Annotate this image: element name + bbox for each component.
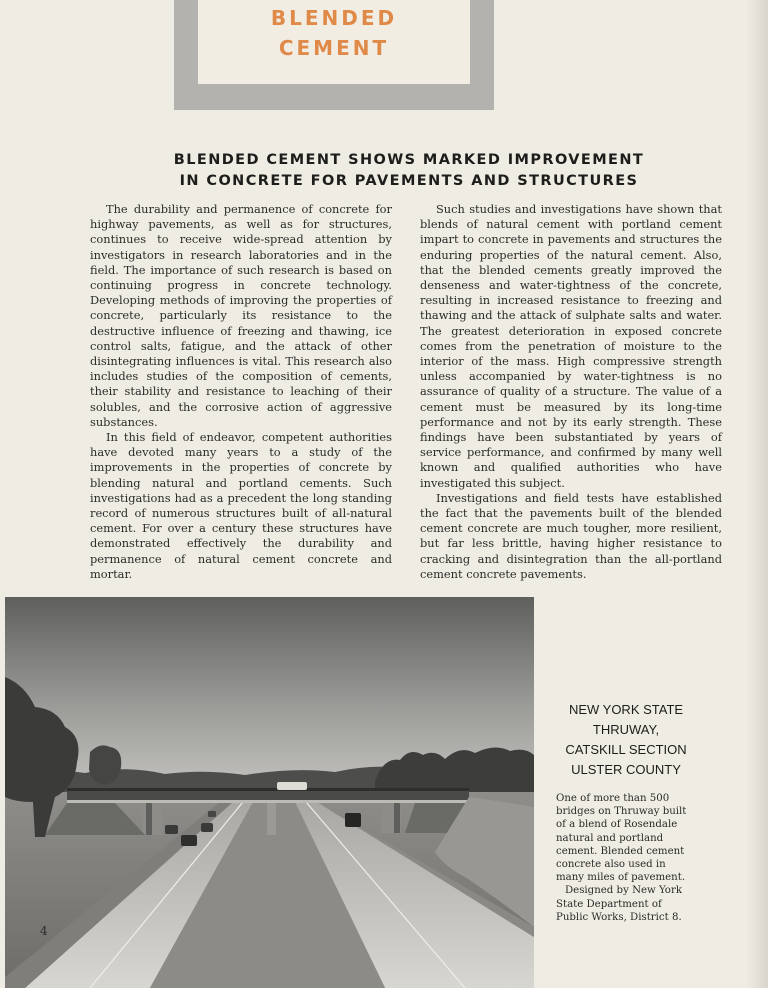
article-headline (110, 150, 708, 192)
thruway-bridge-photo (5, 597, 534, 988)
photo-caption (556, 700, 696, 924)
headline-line-1: BLENDED CEMENT SHOWS MARKED IMPROVEMENT (173, 152, 645, 168)
caption-title-line: NEW YORK STATE (568, 702, 684, 717)
caption-credit: Designed by New York State Department of Public Works, District 8. (556, 885, 682, 923)
paragraph: Investigations and field tests have established the fact that the pavements built of the blended cement concrete are much tougher, more resilient, but far less brittle, having higher resistance to cracking and disintegration than the all-portland cement concrete pavements. (420, 490, 722, 581)
caption-title-line: CATSKILL SECTION (565, 742, 687, 757)
paragraph: The durability and permanence of concrete for highway pavements, as well as for structures, continues to receive wide-spread attention by investigators in research laboratories and in the field. The importance of such research is based on continuing progress in concrete technology. Developing methods of improving the properties of concrete, particularly its resistance to the destructive influence of freezing and thawing, ice control salts, fatigue, and the attack of other disintegrating influences is vital. This research also includes studies of the composition of cements, their stability and resistance to leaching of their solubles, and the corrosive action of aggressive substances. (90, 202, 392, 429)
title-line-2: CEMENT (278, 36, 390, 60)
body-column-left (90, 202, 392, 582)
caption-title (556, 700, 696, 780)
paragraph: In this field of endeavor, competent authorities have devoted many years to a study of the improvements in the properties of concrete by blending natural and portland cements. Such investigations had as a precedent the long standing record of numerous structures built of all-natural cement. For over a century these structures have demonstrated effectively the durability and permanence of natural cement concrete and mortar. (90, 430, 392, 581)
caption-description: One of more than 500 bridges on Thruway built of a blend of Rosendale natural and portland cement. Blended cement concrete also used in many miles of pavement. (556, 793, 687, 884)
title-panel (198, 0, 470, 84)
title-box (174, 0, 494, 110)
caption-body (556, 792, 696, 924)
body-column-right (420, 202, 722, 582)
page-edge-shadow (746, 0, 768, 988)
title-line-1: BLENDED (270, 6, 398, 30)
caption-title-line: ULSTER COUNTY (571, 762, 681, 777)
caption-title-line: THRUWAY, (592, 722, 660, 737)
page-number: 4 (40, 924, 48, 938)
headline-line-2: IN CONCRETE FOR PAVEMENTS AND STRUCTURES (179, 173, 639, 189)
paragraph: Such studies and investigations have shown that blends of natural cement with portland cement impart to concrete in pavements and structures the enduring properties of the natural cement. Also, that the blended cements greatly improved the denseness and water-tightness of the concrete, resulting in increased resistance to freezing and thawing and the attack of sulphate salts and water. The greatest deterioration in exposed concrete comes from the penetration of moisture to the interior of the mass. High compressive strength unless accompanied by water-tightness is no assurance of quality of a structure. The value of a cement must be measured by its long-time performance and not by its early strength. These findings have been substantiated by years of service performance, and confirmed by many well known and qualified authorities who have investigated this subject. (420, 202, 722, 490)
